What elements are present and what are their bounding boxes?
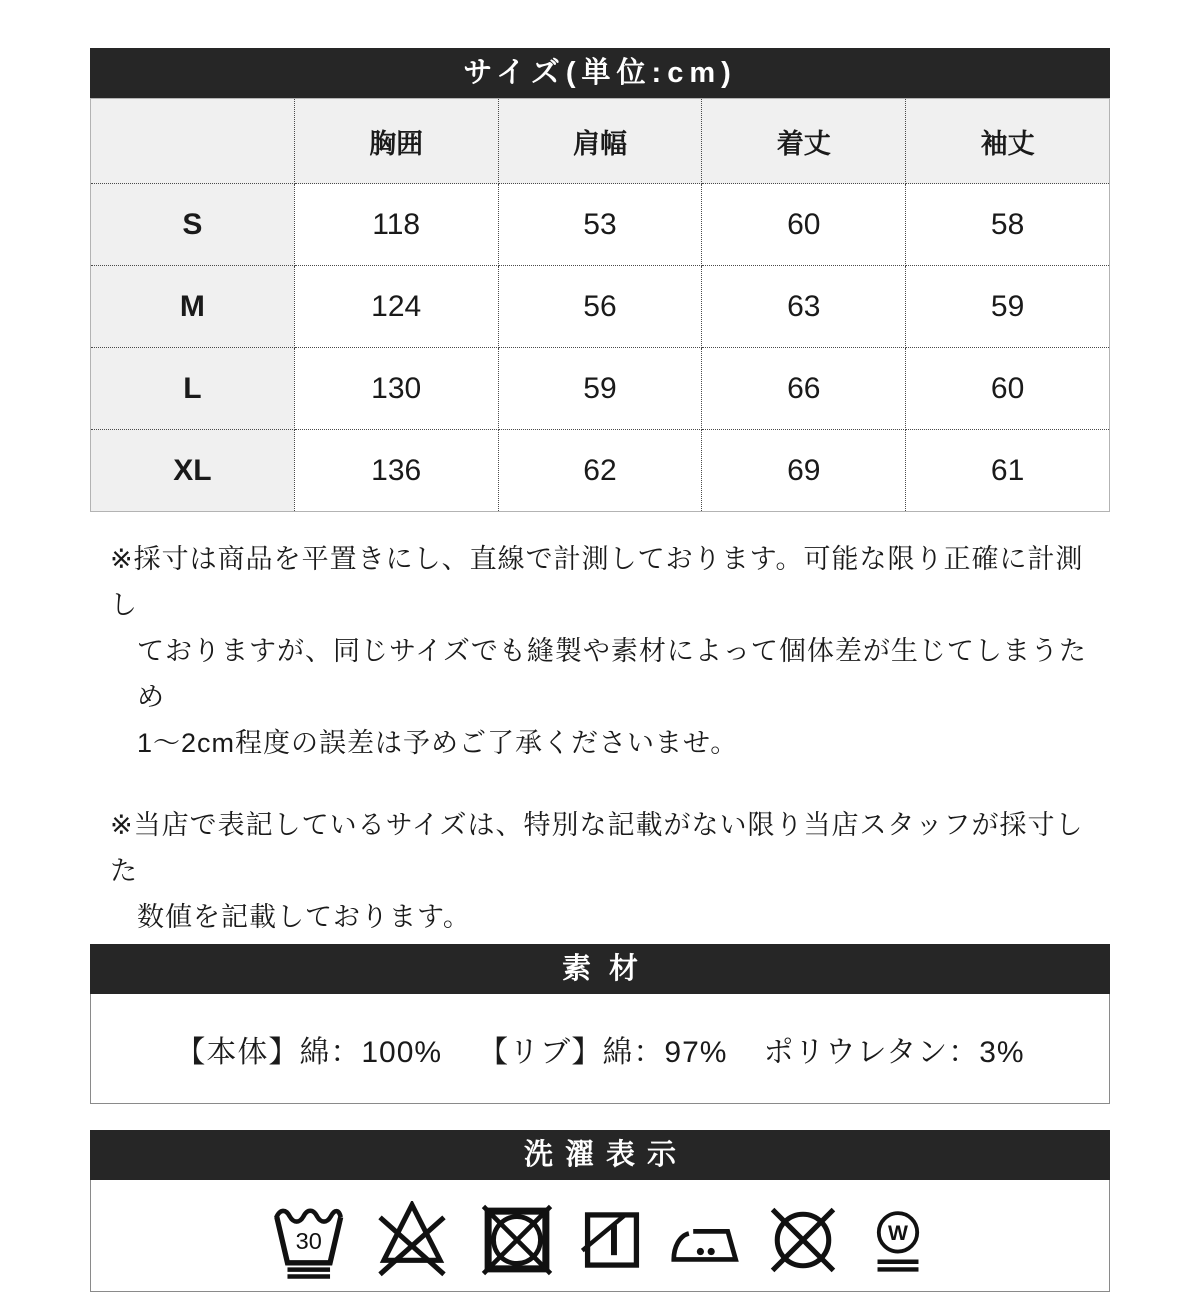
material-item-polyurethane: ポリウレタン：3% [763,1035,1025,1069]
do-not-tumble-dry-icon [478,1201,556,1279]
do-not-dry-clean-icon [763,1201,843,1279]
note-line: ※採寸は商品を平置きにし、直線で計測しております。可能な限り正確に計測し [110,544,1084,620]
column-header-length: 着丈 [702,99,906,184]
cell-value: 59 [906,266,1110,348]
wash-temp-label: 30 [295,1227,322,1254]
iron-medium-icon [668,1201,740,1279]
care-section-header [90,1130,1110,1180]
care-section-title: 洗濯表示 [523,1139,688,1171]
size-section-title: サイズ(単位:cm) [463,57,737,89]
care-symbols [90,1180,1110,1292]
notes [90,536,1110,940]
cell-value: 63 [702,266,906,348]
table-row-s [91,184,1110,266]
line-dry-in-shade-icon [579,1201,645,1279]
cell-value: 124 [294,266,498,348]
cell-value: 62 [498,430,702,512]
column-header-chest: 胸囲 [294,99,498,184]
row-label: L [91,348,295,430]
column-header-sleeve: 袖丈 [906,99,1110,184]
wet-clean-label: W [888,1221,908,1245]
material-section-title: 素材 [561,953,656,985]
cell-value: 58 [906,184,1110,266]
cell-value: 69 [702,430,906,512]
material-section [90,944,1110,1104]
cell-value: 56 [498,266,702,348]
wet-clean-very-gentle-icon [866,1201,930,1279]
note-line: 数値を記載しております。 [137,902,471,932]
column-header-shoulder: 肩幅 [498,99,702,184]
row-label: S [91,184,295,266]
cell-value: 66 [702,348,906,430]
note-line: ※当店で表記しているサイズは、特別な記載がない限り当店スタッフが採寸した [110,810,1084,886]
table-row-xl [91,430,1110,512]
cell-value: 118 [294,184,498,266]
material-item-rib: 【リブ】綿：97% [478,1035,728,1069]
row-label: XL [91,430,295,512]
note-staff-measured [90,802,1110,940]
material-item-body: 【本体】綿：100% [175,1035,443,1069]
do-not-bleach-icon [369,1201,455,1279]
row-label: M [91,266,295,348]
cell-value: 136 [294,430,498,512]
size-table-corner-cell [91,99,295,184]
size-section [90,48,1110,512]
cell-value: 130 [294,348,498,430]
cell-value: 60 [702,184,906,266]
size-table [90,98,1110,512]
cell-value: 61 [906,430,1110,512]
table-row-l [91,348,1110,430]
size-table-header-row [91,99,1110,184]
note-line: ておりますが、同じサイズでも縫製や素材によって個体差が生じてしまうため [137,636,1087,712]
cell-value: 53 [498,184,702,266]
material-body [90,994,1110,1104]
note-measurement-accuracy [90,536,1110,766]
note-line: 1〜2cm程度の誤差は予めご了承くださいませ。 [137,728,739,758]
care-section [90,1130,1110,1292]
wash-30-very-gentle-icon [270,1201,346,1279]
material-section-header [90,944,1110,994]
table-row-m [91,266,1110,348]
product-size-sheet [90,0,1110,1292]
cell-value: 60 [906,348,1110,430]
size-section-header [90,48,1110,98]
cell-value: 59 [498,348,702,430]
